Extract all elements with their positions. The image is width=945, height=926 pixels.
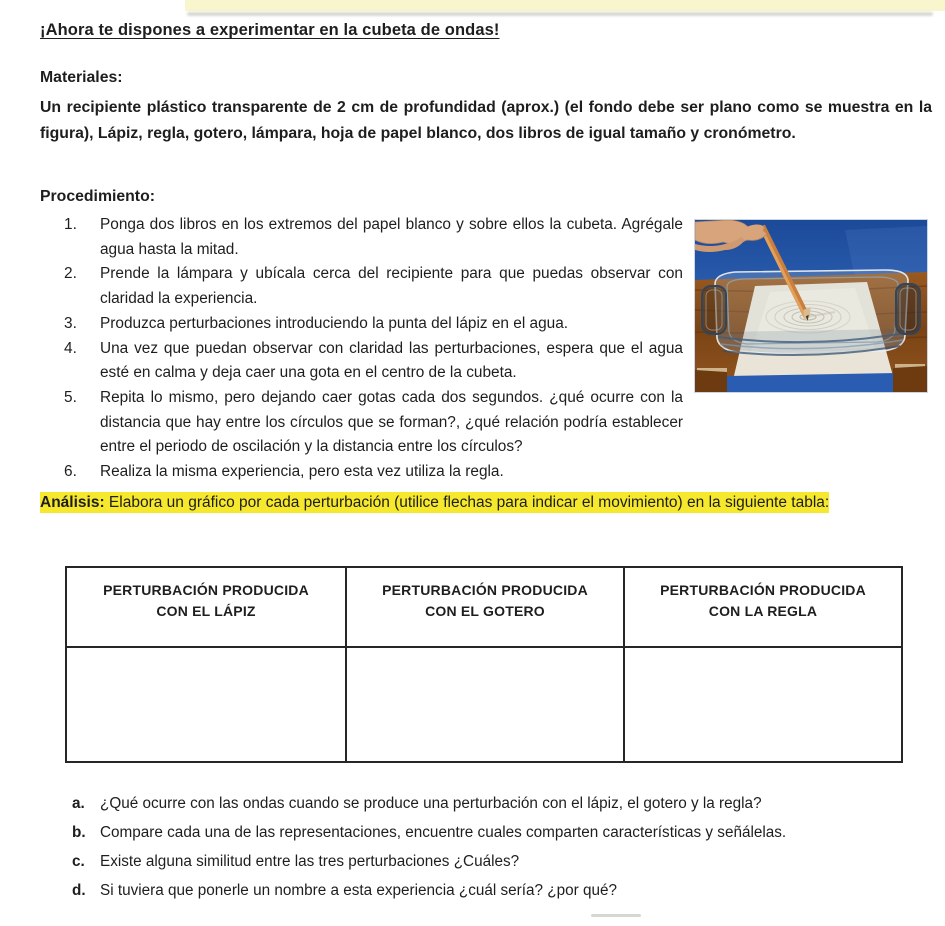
wave-tray-photo	[695, 220, 927, 392]
table-empty-cell-regla	[623, 648, 901, 761]
analysis-text: Elabora un gráfico por cada perturbación (utilice flechas para indicar el movimiento) en la siguiente tabla:	[108, 494, 830, 511]
materials-heading: Materiales:	[40, 69, 123, 86]
page-title: ¡Ahora te dispones a experimentar en la cubeta de ondas!	[40, 21, 500, 39]
question-text: Si tuviera que ponerle un nombre a esta experiencia ¿cuál sería? ¿por qué?	[100, 882, 618, 899]
clipped-next-line-fragment	[591, 914, 641, 917]
clipped-highlight-fragment	[185, 0, 945, 11]
table-header-line: CON EL GOTERO	[425, 603, 545, 619]
procedure-step: Prende la lámpara y ubícala cerca del recipiente para que puedas observar con claridad la experiencia.	[100, 265, 683, 308]
table-header-line: PERTURBACIÓN PRODUCIDA	[103, 582, 309, 598]
glass-tray	[702, 270, 920, 355]
procedure-step: Produzca perturbaciones introduciendo la punta del lápiz en el agua.	[100, 314, 569, 332]
table-header-line: CON EL LÁPIZ	[156, 603, 256, 619]
procedure-step: Realiza la misma experiencia, pero esta vez utiliza la regla.	[100, 463, 504, 481]
question-text: ¿Qué ocurre con las ondas cuando se produce una perturbación con el lápiz, el gotero y la regla?	[100, 795, 762, 812]
table-header-line: PERTURBACIÓN PRODUCIDA	[382, 582, 588, 598]
analysis-label: Análisis:	[40, 494, 105, 511]
question-c	[40, 847, 932, 876]
wave-tray-illustration	[695, 220, 927, 392]
materials-paragraph: Un recipiente plástico transparente de 2 cm de profundidad (aprox.) (el fondo debe ser plano como se muestra en la figura), Lápiz, regla, gotero, lámpara, hoja de papel blanco, dos libros de igual tamaño y cronómetro.	[40, 99, 932, 142]
procedure-step: Ponga dos libros en los extremos del papel blanco y sobre ellos la cubeta. Agrégale agua hasta la mitad.	[100, 216, 683, 258]
question-a	[40, 789, 932, 818]
question-letter: c.	[72, 853, 85, 870]
analysis-instruction	[40, 489, 932, 517]
procedure-heading: Procedimiento:	[40, 188, 155, 205]
table-empty-cell-lapiz	[67, 648, 345, 761]
perturbation-table	[65, 566, 903, 763]
procedure-step: Repita lo mismo, pero dejando caer gotas cada dos segundos. ¿qué ocurre con la distancia que hay entre los círculos que se forman?, ¿qué relación podría establecer entre el periodo de oscilación y la distancia entre los círculos?	[100, 388, 683, 456]
procedure-step: Una vez que puedan observar con claridad las perturbaciones, espera que el agua esté en calma y deja caer una gota en el centro de la cubeta.	[100, 339, 683, 382]
table-header-lapiz	[67, 568, 345, 648]
question-letter: d.	[72, 882, 86, 899]
table-header-line: PERTURBACIÓN PRODUCIDA	[660, 582, 866, 598]
question-letter: b.	[72, 824, 86, 841]
question-letter: a.	[72, 795, 85, 812]
question-text: Existe alguna similitud entre las tres perturbaciones ¿Cuáles?	[100, 853, 520, 870]
question-d	[40, 876, 932, 905]
question-text: Compare cada una de las representaciones, encuentre cuales comparten características y señálelas.	[100, 824, 787, 841]
question-b	[40, 818, 932, 847]
table-header-line: CON LA REGLA	[708, 603, 818, 619]
yellow-highlight	[40, 492, 829, 513]
table-header-regla	[623, 568, 901, 648]
clipped-text-fragment	[187, 12, 933, 16]
questions-list	[40, 789, 932, 905]
table-header-gotero	[345, 568, 623, 648]
table-empty-cell-gotero	[345, 648, 623, 761]
blue-cloth-strip	[727, 373, 895, 392]
